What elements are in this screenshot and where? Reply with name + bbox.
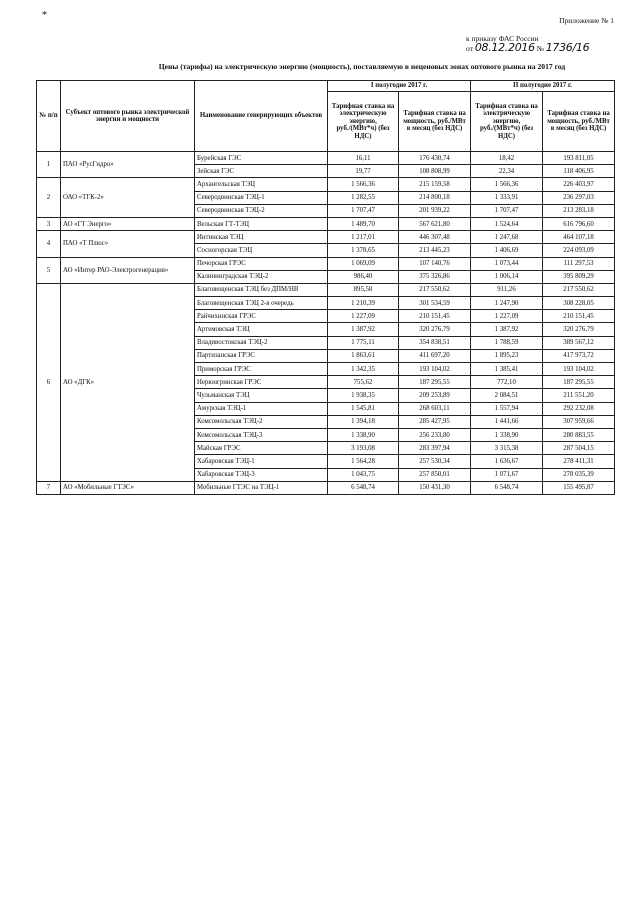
header-capacity-rate-h1: Тарифная ставка на мощность, руб./МВт в месяц (без НДС) <box>399 92 471 152</box>
energy-rate-h2: 1 387,92 <box>471 323 543 336</box>
table-row <box>37 217 615 230</box>
energy-rate-h2: 911,26 <box>471 283 543 296</box>
header-object: Наименование генерирующих объектов <box>195 81 328 152</box>
row-number: 1 <box>37 152 61 178</box>
energy-rate-h2: 18,42 <box>471 152 543 165</box>
capacity-rate-h1: 214 800,18 <box>399 191 471 204</box>
capacity-rate-h2: 111 297,53 <box>543 257 615 270</box>
energy-rate-h2: 1 707,47 <box>471 204 543 217</box>
generating-object: Северодвинская ТЭЦ-1 <box>195 191 328 204</box>
capacity-rate-h2: 187 295,55 <box>543 376 615 389</box>
energy-rate-h1: 1 489,70 <box>328 217 399 230</box>
header-no: № п/п <box>37 81 61 152</box>
generating-object: Комсомольская ТЭЦ-2 <box>195 415 328 428</box>
energy-rate-h2: 1 441,66 <box>471 415 543 428</box>
capacity-rate-h1: 256 233,80 <box>399 428 471 441</box>
capacity-rate-h2: 292 232,08 <box>543 402 615 415</box>
capacity-rate-h2: 616 796,60 <box>543 217 615 230</box>
table-row <box>37 283 615 296</box>
energy-rate-h1: 1 217,01 <box>328 231 399 244</box>
capacity-rate-h2: 389 567,12 <box>543 336 615 349</box>
row-number: 6 <box>37 283 61 481</box>
generating-object: Чульманская ТЭЦ <box>195 389 328 402</box>
capacity-rate-h1: 285 427,95 <box>399 415 471 428</box>
market-subject: ПАО «Т Плюс» <box>61 231 195 257</box>
generating-object: Зейская ГЭС <box>195 165 328 178</box>
capacity-rate-h1: 108 808,99 <box>399 165 471 178</box>
capacity-rate-h2: 307 959,66 <box>543 415 615 428</box>
header-energy-rate-h2: Тарифная ставка на электрическую энергию, руб./(МВт*ч) (без НДС) <box>471 92 543 152</box>
table-body <box>37 152 615 495</box>
market-subject: АО «ДГК» <box>61 283 195 481</box>
capacity-rate-h1: 193 104,02 <box>399 363 471 376</box>
header-energy-rate-h1: Тарифная ставка на электрическую энергию, руб./(МВт*ч) (без НДС) <box>328 92 399 152</box>
energy-rate-h2: 1 333,91 <box>471 191 543 204</box>
order-date-prefix: от <box>466 44 473 53</box>
energy-rate-h1: 1 938,35 <box>328 389 399 402</box>
header-half2: II полугодие 2017 г. <box>471 81 615 92</box>
capacity-rate-h1: 215 159,58 <box>399 178 471 191</box>
capacity-rate-h2: 155 495,87 <box>543 481 615 494</box>
capacity-rate-h2: 278 411,31 <box>543 455 615 468</box>
energy-rate-h1: 1 210,39 <box>328 297 399 310</box>
market-subject: ОАО «ТГК-2» <box>61 178 195 218</box>
generating-object: Интинская ТЭЦ <box>195 231 328 244</box>
appendix-label: Приложение № 1 <box>559 16 614 25</box>
header-capacity-rate-h2: Тарифная ставка на мощность, руб./МВт в месяц (без НДС) <box>543 92 615 152</box>
capacity-rate-h2: 236 297,03 <box>543 191 615 204</box>
capacity-rate-h2: 210 151,45 <box>543 310 615 323</box>
energy-rate-h2: 1 006,14 <box>471 270 543 283</box>
energy-rate-h2: 1 338,90 <box>471 428 543 441</box>
capacity-rate-h2: 193 104,02 <box>543 363 615 376</box>
generating-object: Мобильные ГТЭС на ТЭЦ-1 <box>195 481 328 494</box>
document-title: Цены (тарифы) на электрическую энергию (мощность), поставляемую в неценовых зонах оптового рынка на 2017 год <box>158 62 566 71</box>
energy-rate-h2: 1 385,41 <box>471 363 543 376</box>
header-half1: I полугодие 2017 г. <box>328 81 471 92</box>
energy-rate-h2: 1 895,23 <box>471 349 543 362</box>
generating-object: Вельская ГТ-ТЭЦ <box>195 217 328 230</box>
energy-rate-h1: 1 282,55 <box>328 191 399 204</box>
capacity-rate-h2: 287 504,15 <box>543 442 615 455</box>
capacity-rate-h2: 193 811,05 <box>543 152 615 165</box>
capacity-rate-h2: 211 551,20 <box>543 389 615 402</box>
generating-object: Благовещенская ТЭЦ без ДПМ/НВ <box>195 283 328 296</box>
generating-object: Райчихинская ГРЭС <box>195 310 328 323</box>
generating-object: Хабаровская ТЭЦ-3 <box>195 468 328 481</box>
table-row <box>37 178 615 191</box>
generating-object: Владивостокская ТЭЦ-2 <box>195 336 328 349</box>
capacity-rate-h2: 213 283,18 <box>543 204 615 217</box>
generating-object: Амурская ТЭЦ-1 <box>195 402 328 415</box>
table-row <box>37 152 615 165</box>
capacity-rate-h1: 107 140,76 <box>399 257 471 270</box>
capacity-rate-h1: 375 326,86 <box>399 270 471 283</box>
capacity-rate-h1: 213 445,23 <box>399 244 471 257</box>
generating-object: Приморская ГРЭС <box>195 363 328 376</box>
row-number: 3 <box>37 217 61 230</box>
capacity-rate-h2: 417 973,72 <box>543 349 615 362</box>
row-number: 4 <box>37 231 61 257</box>
generating-object: Северодвинская ТЭЦ-2 <box>195 204 328 217</box>
energy-rate-h1: 1 707,47 <box>328 204 399 217</box>
energy-rate-h2: 1 071,67 <box>471 468 543 481</box>
energy-rate-h1: 1 863,61 <box>328 349 399 362</box>
energy-rate-h2: 1 524,64 <box>471 217 543 230</box>
capacity-rate-h2: 278 035,39 <box>543 468 615 481</box>
generating-object: Хабаровская ТЭЦ-1 <box>195 455 328 468</box>
capacity-rate-h1: 209 253,89 <box>399 389 471 402</box>
capacity-rate-h2: 224 093,09 <box>543 244 615 257</box>
energy-rate-h1: 16,11 <box>328 152 399 165</box>
table-row <box>37 481 615 494</box>
order-number-prefix: № <box>536 44 544 53</box>
energy-rate-h1: 1 564,28 <box>328 455 399 468</box>
generating-object: Архангельская ТЭЦ <box>195 178 328 191</box>
energy-rate-h2: 1 557,94 <box>471 402 543 415</box>
energy-rate-h1: 895,58 <box>328 283 399 296</box>
row-number: 5 <box>37 257 61 283</box>
capacity-rate-h1: 257 530,34 <box>399 455 471 468</box>
market-subject: ПАО «РусГидро» <box>61 152 195 178</box>
capacity-rate-h2: 395 809,29 <box>543 270 615 283</box>
capacity-rate-h2: 308 228,05 <box>543 297 615 310</box>
capacity-rate-h1: 354 838,51 <box>399 336 471 349</box>
market-subject: АО «ГТ Энерго» <box>61 217 195 230</box>
generating-object: Калининградская ТЭЦ-2 <box>195 270 328 283</box>
capacity-rate-h1: 217 550,62 <box>399 283 471 296</box>
capacity-rate-h1: 567 621,80 <box>399 217 471 230</box>
capacity-rate-h1: 268 603,11 <box>399 402 471 415</box>
energy-rate-h1: 1 394,18 <box>328 415 399 428</box>
generating-object: Артемовская ТЭЦ <box>195 323 328 336</box>
order-number: 1736/16 <box>545 41 590 54</box>
table-row <box>37 257 615 270</box>
table-row <box>37 231 615 244</box>
capacity-rate-h2: 280 883,55 <box>543 428 615 441</box>
row-number: 7 <box>37 481 61 494</box>
market-subject: АО «Интер РАО-Электрогенерация» <box>61 257 195 283</box>
generating-object: Сосногорская ТЭЦ <box>195 244 328 257</box>
energy-rate-h1: 755,62 <box>328 376 399 389</box>
capacity-rate-h1: 283 397,94 <box>399 442 471 455</box>
capacity-rate-h1: 187 295,55 <box>399 376 471 389</box>
generating-object: Нерюнгринская ГРЭС <box>195 376 328 389</box>
order-date-number <box>466 43 589 53</box>
order-reference <box>466 34 589 53</box>
generating-object: Комсомольская ТЭЦ-3 <box>195 428 328 441</box>
generating-object: Майская ГРЭС <box>195 442 328 455</box>
market-subject: АО «Мобильные ГТЭС» <box>61 481 195 494</box>
generating-object: Бурейская ГЭС <box>195 152 328 165</box>
capacity-rate-h2: 226 403,97 <box>543 178 615 191</box>
energy-rate-h2: 1 406,69 <box>471 244 543 257</box>
order-date: 08.12.2016 <box>474 41 535 54</box>
capacity-rate-h2: 320 276,79 <box>543 323 615 336</box>
energy-rate-h1: 6 548,74 <box>328 481 399 494</box>
energy-rate-h1: 3 193,08 <box>328 442 399 455</box>
energy-rate-h2: 22,34 <box>471 165 543 178</box>
energy-rate-h2: 1 788,59 <box>471 336 543 349</box>
capacity-rate-h2: 118 406,95 <box>543 165 615 178</box>
capacity-rate-h1: 320 276,79 <box>399 323 471 336</box>
energy-rate-h2: 1 566,36 <box>471 178 543 191</box>
capacity-rate-h1: 201 939,22 <box>399 204 471 217</box>
energy-rate-h1: 1 775,11 <box>328 336 399 349</box>
energy-rate-h1: 1 338,90 <box>328 428 399 441</box>
order-line: к приказу ФАС России <box>466 34 539 43</box>
energy-rate-h1: 1 378,65 <box>328 244 399 257</box>
capacity-rate-h1: 176 430,74 <box>399 152 471 165</box>
capacity-rate-h1: 301 534,59 <box>399 297 471 310</box>
energy-rate-h1: 1 545,81 <box>328 402 399 415</box>
energy-rate-h2: 1 247,68 <box>471 231 543 244</box>
energy-rate-h1: 1 342,35 <box>328 363 399 376</box>
energy-rate-h1: 19,77 <box>328 165 399 178</box>
header-subject: Субъект оптового рынка электрической энергии и мощности <box>61 81 195 152</box>
corner-mark: * <box>42 10 47 21</box>
energy-rate-h2: 1 073,44 <box>471 257 543 270</box>
row-number: 2 <box>37 178 61 218</box>
capacity-rate-h1: 411 697,20 <box>399 349 471 362</box>
capacity-rate-h1: 150 431,30 <box>399 481 471 494</box>
capacity-rate-h2: 464 107,18 <box>543 231 615 244</box>
energy-rate-h1: 1 566,36 <box>328 178 399 191</box>
energy-rate-h1: 986,40 <box>328 270 399 283</box>
energy-rate-h2: 1 636,67 <box>471 455 543 468</box>
generating-object: Печорская ГРЭС <box>195 257 328 270</box>
energy-rate-h1: 1 387,92 <box>328 323 399 336</box>
energy-rate-h2: 1 247,90 <box>471 297 543 310</box>
capacity-rate-h1: 446 307,48 <box>399 231 471 244</box>
energy-rate-h2: 3 315,38 <box>471 442 543 455</box>
energy-rate-h1: 1 227,09 <box>328 310 399 323</box>
tariff-table <box>36 80 615 495</box>
generating-object: Партизанская ГРЭС <box>195 349 328 362</box>
capacity-rate-h1: 257 850,01 <box>399 468 471 481</box>
energy-rate-h2: 2 084,51 <box>471 389 543 402</box>
energy-rate-h2: 6 548,74 <box>471 481 543 494</box>
energy-rate-h2: 1 227,09 <box>471 310 543 323</box>
generating-object: Благовещенская ТЭЦ 2-я очередь <box>195 297 328 310</box>
energy-rate-h1: 1 043,75 <box>328 468 399 481</box>
energy-rate-h2: 772,10 <box>471 376 543 389</box>
capacity-rate-h1: 210 151,45 <box>399 310 471 323</box>
capacity-rate-h2: 217 550,62 <box>543 283 615 296</box>
energy-rate-h1: 1 069,09 <box>328 257 399 270</box>
